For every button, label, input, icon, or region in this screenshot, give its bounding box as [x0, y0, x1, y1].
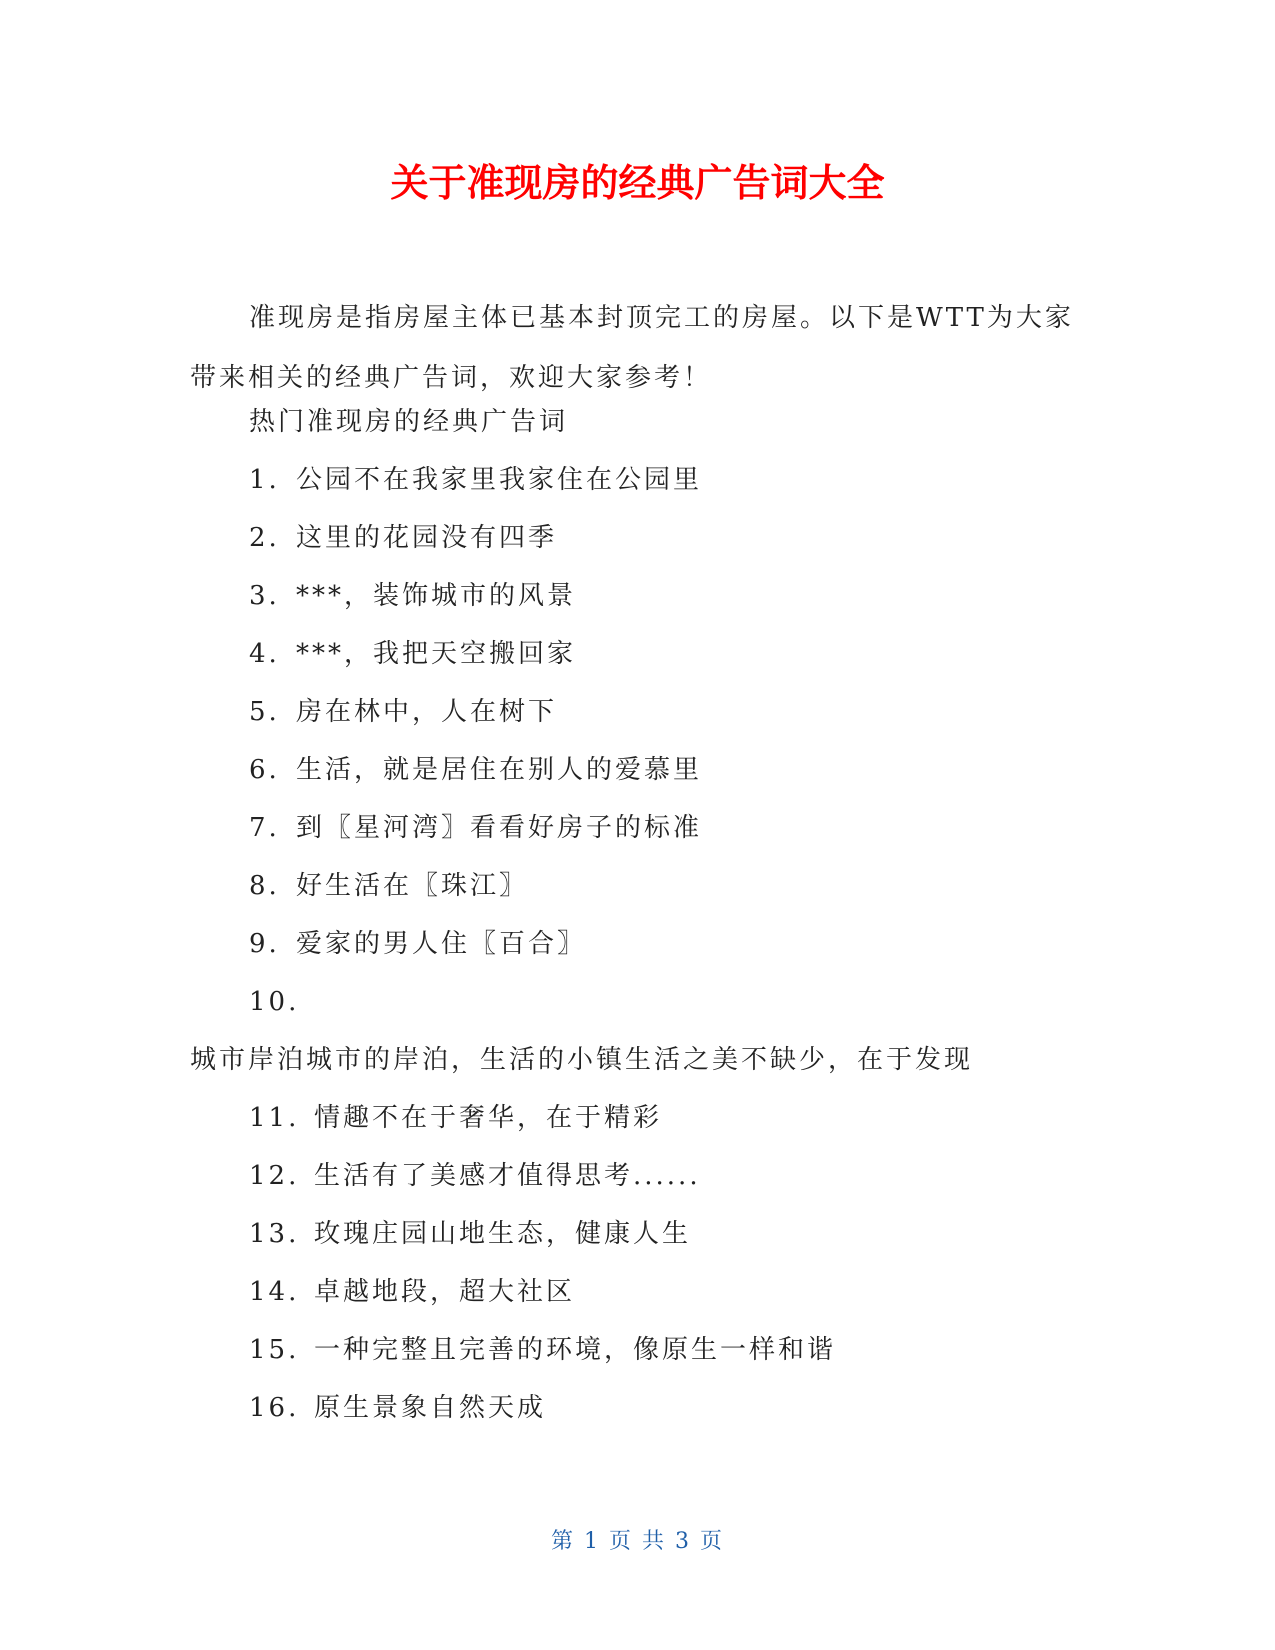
list-item-number: 14.	[249, 1277, 300, 1307]
list-item-number: 8.	[249, 871, 280, 901]
list-item-number: 11.	[249, 1103, 300, 1133]
list-item-number: 15.	[249, 1335, 300, 1365]
list-item-text: 这里的花园没有四季	[296, 523, 558, 553]
list-item	[249, 1274, 575, 1310]
list-item-text: 到〖星河湾〗看看好房子的标准	[296, 813, 703, 843]
list-item-number: 5.	[249, 697, 280, 727]
list-item	[249, 926, 586, 962]
list-item	[249, 1100, 662, 1136]
list-item	[249, 1390, 546, 1426]
list-item-text: ***，装饰城市的风景	[296, 581, 577, 611]
list-item-number: 7.	[249, 813, 280, 843]
list-item-text: 生活，就是居住在别人的爱慕里	[296, 755, 703, 785]
list-item-number: 9.	[249, 929, 280, 959]
list-item	[249, 694, 557, 730]
list-item-text: 原生景象自然天成	[314, 1393, 547, 1423]
intro-paragraph: 准现房是指房屋主体已基本封顶完工的房屋。以下是WTT为大家带来相关的经典广告词，欢迎大家参考！	[190, 303, 1074, 393]
page-number-footer: 第 1 页 共 3 页	[551, 1529, 724, 1554]
list-item	[249, 1332, 836, 1368]
list-item-text: 房在林中，人在树下	[296, 697, 558, 727]
list-item	[249, 636, 576, 672]
list-item-text: ***，我把天空搬回家	[296, 639, 577, 669]
list-item-text: 卓越地段，超大社区	[314, 1277, 576, 1307]
list-item-text: 生活有了美感才值得思考......	[314, 1161, 701, 1191]
list-item-number: 16.	[249, 1393, 300, 1423]
list-item-number: 12.	[249, 1161, 300, 1191]
list-item-continuation: 城市岸泊城市的岸泊，生活的小镇生活之美不缺少，在于发现	[190, 1045, 974, 1075]
list-item	[249, 810, 702, 846]
list-item	[249, 578, 576, 614]
list-item-number: 10.	[249, 987, 300, 1017]
list-item-text: 公园不在我家里我家住在公园里	[296, 465, 703, 495]
section-heading: 热门准现房的经典广告词	[249, 407, 569, 437]
list-item	[249, 1216, 691, 1252]
list-item-number: 2.	[249, 523, 280, 553]
list-item-number: 13.	[249, 1219, 300, 1249]
list-item-number: 6.	[249, 755, 280, 785]
list-item-text: 爱家的男人住〖百合〗	[296, 929, 587, 959]
list-item-text: 一种完整且完善的环境，像原生一样和谐	[314, 1335, 837, 1365]
list-item-number: 3.	[249, 581, 280, 611]
list-item-number: 4.	[249, 639, 280, 669]
list-item-text: 好生活在〖珠江〗	[296, 871, 529, 901]
list-item-number: 1.	[249, 465, 280, 495]
list-item-text: 情趣不在于奢华，在于精彩	[314, 1103, 663, 1133]
list-item	[249, 1158, 701, 1194]
list-item-text: 玫瑰庄园山地生态，健康人生	[314, 1219, 692, 1249]
document-title: 关于准现房的经典广告词大全	[390, 161, 885, 205]
list-item	[249, 462, 702, 498]
list-item	[249, 752, 702, 788]
list-item	[249, 520, 557, 556]
list-item	[249, 868, 528, 904]
list-item	[249, 984, 300, 1020]
